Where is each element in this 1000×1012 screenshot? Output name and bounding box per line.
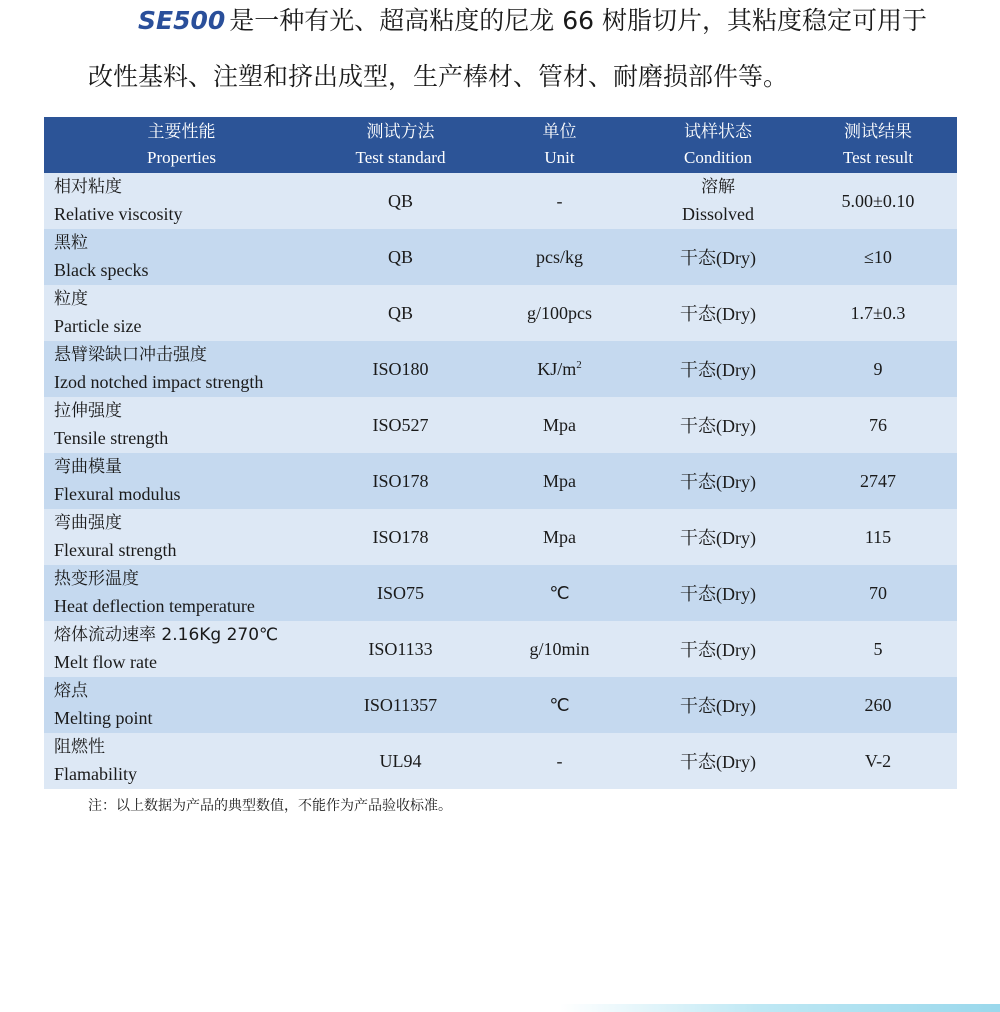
- unit-cell: Mpa: [543, 526, 576, 547]
- property-name-en: Relative viscosity: [54, 204, 183, 224]
- property-name-zh: 拉伸强度: [54, 401, 122, 421]
- test-result-cell: ≤10: [864, 246, 892, 267]
- table-row: [44, 229, 957, 285]
- product-model: SE500: [138, 6, 226, 35]
- header-properties-zh: 主要性能: [147, 122, 216, 142]
- condition-cell: 干态(Dry): [680, 696, 756, 716]
- unit-cell: ℃: [549, 582, 570, 603]
- test-standard-cell: QB: [387, 302, 413, 323]
- property-name-cell: [44, 565, 319, 621]
- test-result-cell: 1.7±0.3: [850, 302, 906, 323]
- table-row: [44, 397, 957, 453]
- property-name-cell: [44, 397, 319, 453]
- table-row: [44, 677, 957, 733]
- table-row: [44, 509, 957, 565]
- table-row: [44, 733, 957, 789]
- property-name-cell: [44, 341, 319, 397]
- property-name-en: Melt flow rate: [54, 652, 157, 672]
- test-result-cell: 5.00±0.10: [841, 190, 915, 211]
- test-standard-cell: ISO178: [372, 526, 429, 547]
- condition-zh: 溶解: [701, 177, 735, 197]
- condition-cell: 干态(Dry): [680, 640, 756, 660]
- test-result-cell: 76: [869, 414, 887, 435]
- condition-cell: [637, 173, 799, 229]
- property-name-en: Particle size: [54, 316, 142, 336]
- property-name-cell: [44, 509, 319, 565]
- property-name-en: Melting point: [54, 708, 153, 728]
- unit-cell: -: [556, 190, 563, 211]
- header-properties: [44, 117, 319, 173]
- property-name-zh: 弯曲强度: [54, 513, 122, 533]
- test-standard-cell: ISO1133: [368, 638, 433, 659]
- header-test-standard-en: Test standard: [355, 148, 446, 167]
- header-unit-zh: 单位: [542, 122, 577, 142]
- header-test-result-en: Test result: [842, 148, 914, 167]
- unit-cell: ℃: [549, 694, 570, 715]
- unit-cell: g/100pcs: [527, 302, 592, 323]
- properties-table: [44, 117, 957, 789]
- property-name-en: Heat deflection temperature: [54, 596, 255, 616]
- test-result-cell: 70: [869, 582, 887, 603]
- property-name-cell: [44, 677, 319, 733]
- condition-cell: 干态(Dry): [680, 528, 756, 548]
- unit-cell: g/10min: [529, 638, 590, 659]
- footnote: 注：以上数据为产品的典型数值，不能作为产品验收标准。: [88, 798, 452, 814]
- test-standard-cell: ISO75: [376, 582, 424, 603]
- unit-cell: Mpa: [543, 414, 576, 435]
- condition-cell: 干态(Dry): [680, 584, 756, 604]
- test-standard-cell: ISO178: [372, 470, 429, 491]
- property-name-en: Black specks: [54, 260, 149, 280]
- test-result-cell: 115: [864, 526, 892, 547]
- table-header-row: [44, 117, 957, 173]
- property-name-zh: 粒度: [54, 289, 88, 309]
- header-test-result-zh: 测试结果: [844, 122, 912, 142]
- table-row: [44, 453, 957, 509]
- condition-en: Dissolved: [682, 204, 754, 224]
- property-name-cell: [44, 621, 319, 677]
- property-name-cell: [44, 733, 319, 789]
- property-name-cell: [44, 285, 319, 341]
- property-name-zh: 黑粒: [54, 233, 88, 253]
- property-name-en: Flexural strength: [54, 540, 177, 560]
- header-properties-en: Properties: [147, 148, 216, 167]
- test-result-cell: 9: [873, 358, 883, 379]
- property-name-cell: [44, 173, 319, 229]
- property-name-zh: 相对粘度: [54, 177, 122, 197]
- condition-cell: 干态(Dry): [680, 472, 756, 492]
- property-name-zh: 熔体流动速率 2.16Kg 270℃: [54, 625, 279, 645]
- header-test-standard: [319, 117, 482, 173]
- property-name-en: Flamability: [54, 764, 137, 784]
- test-standard-cell: ISO527: [372, 414, 429, 435]
- table-row: [44, 285, 957, 341]
- unit-cell: [482, 341, 637, 397]
- intro-line-1: [138, 6, 927, 36]
- header-test-result: [799, 117, 957, 173]
- header-condition-zh: 试样状态: [684, 122, 752, 142]
- test-result-cell: V-2: [864, 750, 892, 771]
- table-row: [44, 173, 957, 229]
- header-condition-en: Condition: [683, 148, 752, 167]
- property-name-en: Tensile strength: [54, 428, 169, 448]
- intro-line-1-text: 是一种有光、超高粘度的尼龙 66 树脂切片，其粘度稳定可用于: [229, 6, 927, 35]
- test-standard-cell: QB: [387, 246, 413, 267]
- intro-line-2: 改性基料、注塑和挤出成型，生产棒材、管材、耐磨损部件等。: [88, 62, 789, 91]
- header-unit-en: Unit: [544, 148, 575, 167]
- condition-cell: 干态(Dry): [680, 752, 756, 772]
- table-row: [44, 565, 957, 621]
- condition-cell: 干态(Dry): [680, 416, 756, 436]
- header-unit: [482, 117, 637, 173]
- test-result-cell: 2747: [860, 470, 896, 491]
- property-name-zh: 热变形温度: [54, 569, 139, 589]
- test-standard-cell: UL94: [379, 750, 422, 771]
- test-standard-cell: ISO11357: [363, 694, 438, 715]
- property-name-cell: [44, 453, 319, 509]
- test-result-cell: 260: [864, 694, 892, 715]
- unit-cell: -: [556, 750, 563, 771]
- condition-cell: 干态(Dry): [680, 304, 756, 324]
- unit-superscript: 2: [576, 358, 582, 371]
- decorative-gradient-bar: [560, 1004, 1000, 1012]
- property-name-zh: 熔点: [54, 681, 88, 701]
- condition-cell: 干态(Dry): [680, 360, 756, 380]
- header-condition: [637, 117, 799, 173]
- property-name-zh: 阻燃性: [54, 737, 105, 757]
- property-name-cell: [44, 229, 319, 285]
- test-standard-cell: ISO180: [372, 358, 429, 379]
- unit-base: KJ/m: [537, 358, 577, 379]
- unit-cell: Mpa: [543, 470, 576, 491]
- property-name-zh: 悬臂梁缺口冲击强度: [54, 345, 207, 365]
- property-name-en: Izod notched impact strength: [54, 372, 264, 392]
- property-name-zh: 弯曲模量: [54, 457, 122, 477]
- table-row: [44, 621, 957, 677]
- table-row: [44, 341, 957, 397]
- condition-cell: 干态(Dry): [680, 248, 756, 268]
- header-test-standard-zh: 测试方法: [366, 122, 435, 142]
- test-standard-cell: QB: [387, 190, 413, 211]
- property-name-en: Flexural modulus: [54, 484, 181, 504]
- test-result-cell: 5: [873, 638, 883, 659]
- unit-cell: pcs/kg: [536, 246, 583, 267]
